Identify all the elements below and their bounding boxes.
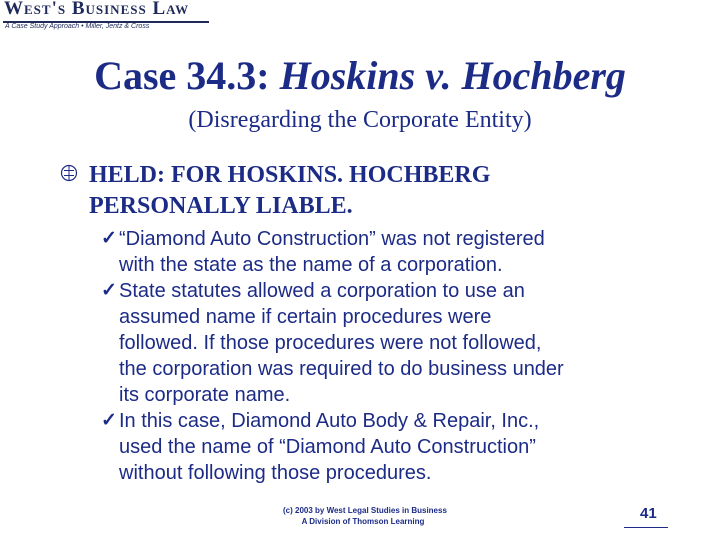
bullet-line: with the state as the name of a corporation.: [119, 254, 503, 276]
title-prefix: Case 34.3:: [94, 53, 280, 98]
bullet-icon: [60, 164, 78, 182]
bullet-item: [101, 226, 564, 278]
bullet-line: used the name of “Diamond Auto Construction”: [119, 436, 536, 458]
checkmark-icon: ✓: [101, 410, 117, 431]
holding-line: PERSONALLY LIABLE.: [89, 193, 353, 219]
bullet-item: [101, 408, 564, 486]
page-number-rule: [624, 527, 668, 528]
bullet-line: followed. If those procedures were not followed,: [119, 332, 542, 354]
bullet-line: the corporation was required to do business under: [119, 358, 564, 380]
copyright-footer: [283, 505, 447, 527]
checkmark-icon: ✓: [101, 280, 117, 301]
bullet-line: State statutes allowed a corporation to use an: [119, 280, 525, 302]
slide-subtitle: (Disregarding the Corporate Entity): [188, 107, 532, 133]
bullet-line: “Diamond Auto Construction” was not registered: [119, 228, 545, 250]
copyright-line: (c) 2003 by West Legal Studies in Business: [283, 506, 447, 515]
slide-title: [0, 52, 720, 99]
logo-subtitle: A Case Study Approach • Miller, Jentz & Cross: [5, 23, 150, 30]
bullet-line: its corporate name.: [119, 384, 291, 406]
bullet-line: assumed name if certain procedures were: [119, 306, 492, 328]
holding-line: HELD: FOR HOSKINS. HOCHBERG: [89, 162, 491, 188]
title-case-name: Hoskins v. Hochberg: [279, 53, 626, 98]
bullet-item: [101, 278, 564, 408]
holding-text: [89, 160, 490, 222]
bullet-list: [101, 226, 564, 486]
publisher-logo: [0, 0, 215, 40]
checkmark-icon: ✓: [101, 228, 117, 249]
bullet-line: without following those procedures.: [119, 462, 432, 484]
copyright-line: A Division of Thomson Learning: [301, 517, 425, 526]
bullet-line: In this case, Diamond Auto Body & Repair, Inc.,: [119, 410, 540, 432]
logo-title: West's Business Law: [4, 0, 190, 19]
page-number: 41: [640, 505, 657, 522]
